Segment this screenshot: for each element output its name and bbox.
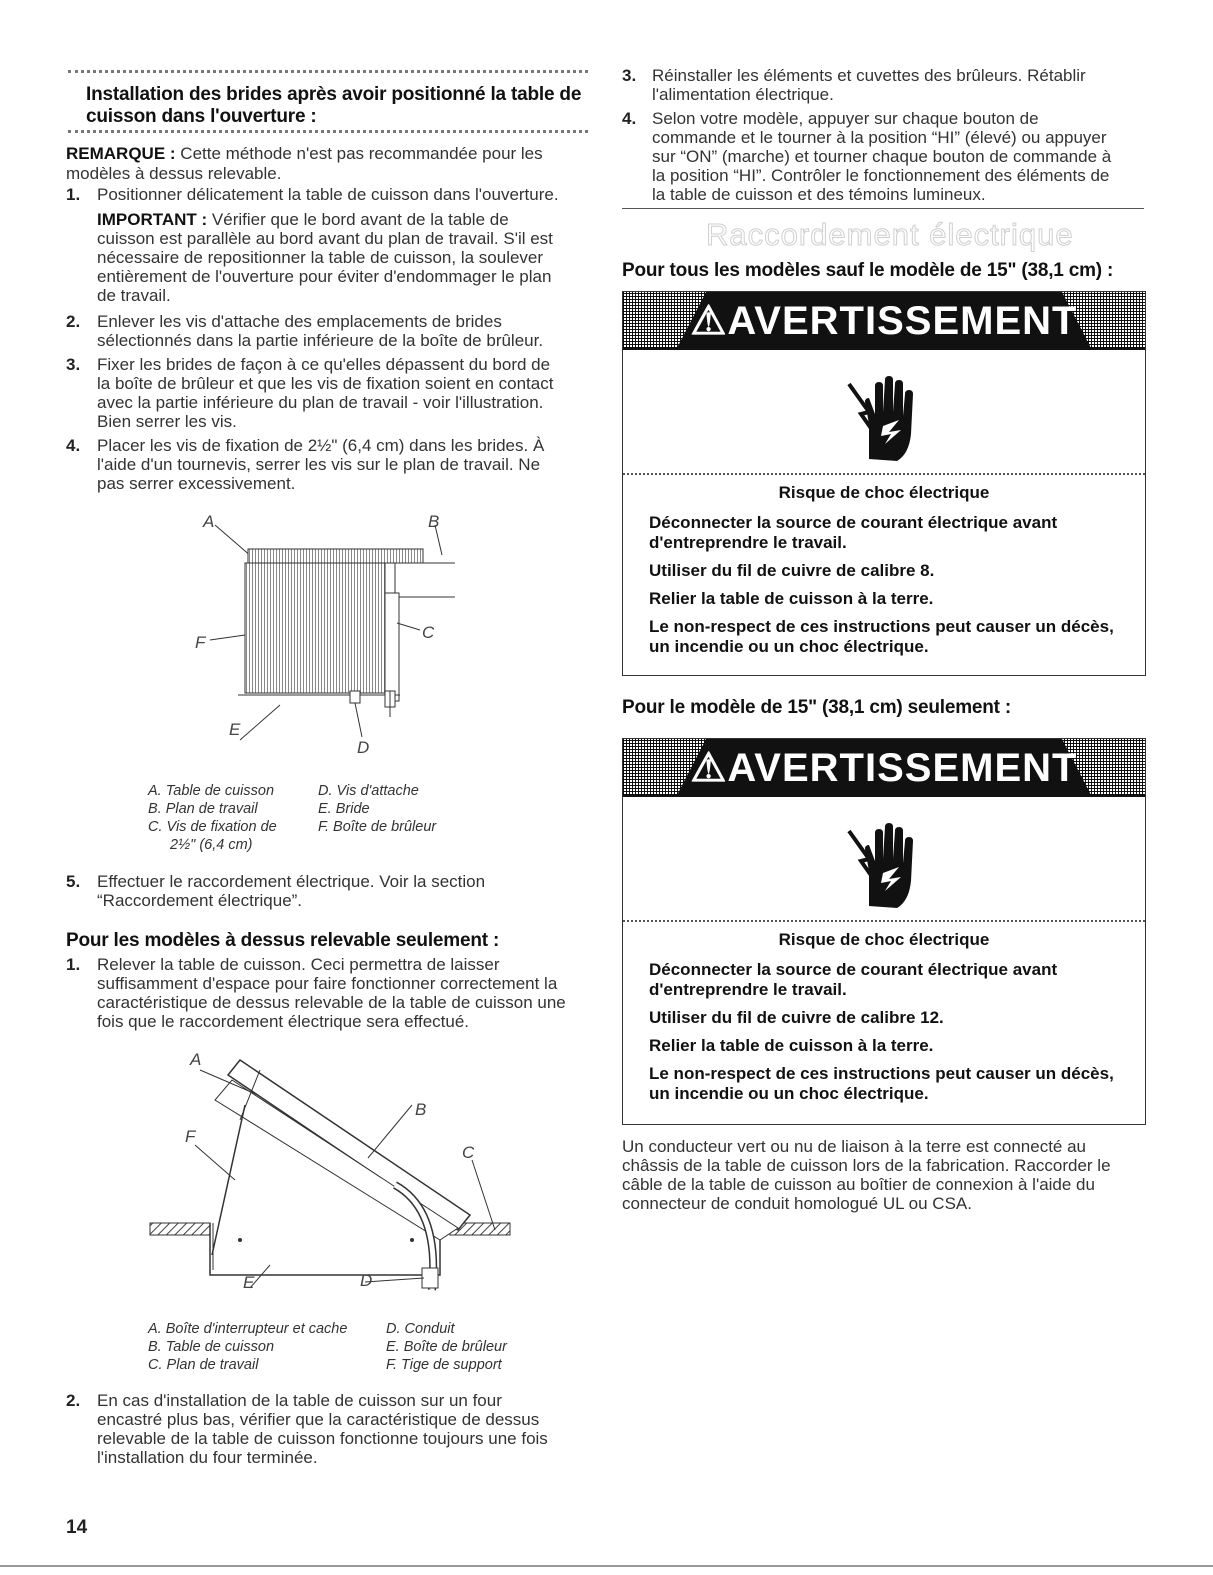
bracket-illustration	[180, 505, 480, 760]
caption: 2½" (6,4 cm)	[170, 837, 253, 853]
step-text: pas serrer excessivement.	[97, 474, 296, 493]
step-text: encastré plus bas, vérifier que la caractéristique de dessus	[97, 1410, 540, 1429]
caption: D. Vis d'attache	[318, 783, 419, 799]
warning-line: Relier la table de cuisson à la terre.	[649, 1036, 934, 1055]
step-number: 3.	[622, 66, 637, 85]
caption: A. Boîte d'interrupteur et cache	[148, 1321, 348, 1337]
figure-label: B	[415, 1100, 427, 1119]
warning-line: Déconnecter la source de courant électrique avant d'entreprendre le travail.	[649, 960, 1058, 999]
step-number: 4.	[66, 436, 81, 455]
caption: E. Boîte de brûleur	[386, 1339, 507, 1355]
page-number: 14	[66, 1517, 88, 1538]
step-text: sur “ON” (marche) et tourner chaque bouton de commande à	[652, 147, 1112, 166]
caption: B. Plan de travail	[148, 801, 258, 817]
important-line: de travail.	[97, 286, 171, 305]
paragraph-line: Un conducteur vert ou nu de liaison à la terre est connecté au	[622, 1137, 1087, 1156]
caption: D. Conduit	[386, 1321, 455, 1337]
subsection-title: Pour tous les modèles sauf le modèle de 15" (38,1 cm) :	[622, 260, 1114, 281]
caption: C. Plan de travail	[148, 1357, 259, 1373]
step-text: avec la partie inférieure du plan de travail - voir l'illustration.	[97, 393, 544, 412]
electric-shock-hand-icon	[623, 350, 1145, 475]
important-line: nécessaire de repositionner la table de cuisson, la soulever	[97, 248, 544, 267]
figure-label: A	[203, 512, 215, 531]
step-text: Enlever les vis d'attache des emplacements de brides	[97, 312, 502, 331]
step-text: la position “HI”. Contrôler le fonctionnement des éléments de	[652, 166, 1110, 185]
warning-line: Déconnecter la source de courant électrique avant d'entreprendre le travail.	[649, 513, 1058, 552]
step-text: Placer les vis de fixation de 2½" (6,4 cm) dans les brides. À	[97, 436, 545, 455]
remarque-line2: modèles à dessus relevable.	[66, 164, 282, 183]
warning-banner-text: ⚠AVERTISSEMENT	[690, 299, 1078, 343]
section-title-line1: Installation des brides après avoir positionné la table de	[86, 84, 582, 105]
step-text: Selon votre modèle, appuyer sur chaque bouton de	[652, 109, 1039, 128]
dotted-rule	[68, 130, 588, 133]
step-text: relevable de la table de cuisson fonctionne toujours une fois	[97, 1429, 548, 1448]
warning-line: Utiliser du fil de cuivre de calibre 8.	[649, 561, 935, 580]
warning-line: Le non-respect de ces instructions peut causer un décès, un incendie ou un choc électrique.	[649, 1064, 1114, 1103]
step-text: En cas d'installation de la table de cuisson sur un four	[97, 1391, 502, 1410]
important-line1: IMPORTANT : Vérifier que le bord avant de la table de	[97, 210, 509, 229]
step-text: Relever la table de cuisson. Ceci permettra de laisser	[97, 955, 500, 974]
warning-banner	[623, 292, 1145, 350]
caption: F. Boîte de brûleur	[318, 819, 437, 835]
figure-label: C	[422, 623, 435, 642]
step-text: Réinstaller les éléments et cuvettes des brûleurs. Rétablir	[652, 66, 1086, 85]
step-text: Bien serrer les vis.	[97, 412, 237, 431]
remarque-line1: REMARQUE : Cette méthode n'est pas recommandée pour les	[66, 144, 543, 163]
step-text: sélectionnés dans la partie inférieure de la boîte de brûleur.	[97, 331, 544, 350]
step-number: 3.	[66, 355, 81, 374]
step-text: caractéristique de dessus relevable de la table de cuisson une	[97, 993, 566, 1012]
lift-top-illustration	[140, 1040, 520, 1295]
important-line: entièrement de l'ouverture pour éviter d'endommager le plan	[97, 267, 552, 286]
warning-box	[622, 291, 1146, 676]
figure-label: A	[190, 1050, 202, 1069]
step-text: l'aide d'un tournevis, serrer les vis sur le plan de travail. Ne	[97, 455, 541, 474]
warning-box	[622, 738, 1146, 1125]
step-number: 4.	[622, 109, 637, 128]
section-title-line2: cuisson dans l'ouverture :	[86, 106, 317, 127]
figure-label: E	[229, 720, 241, 739]
step-text: Fixer les brides de façon à ce qu'elles dépassent du bord de	[97, 355, 551, 374]
step-text: Positionner délicatement la table de cuisson dans l'ouverture.	[97, 185, 559, 204]
section-heading: Raccordement électrique	[706, 217, 1074, 252]
figure-label: B	[428, 512, 440, 531]
caption: F. Tige de support	[386, 1357, 502, 1373]
step-text: fois que le raccordement électrique sera effectué.	[97, 1012, 470, 1031]
figure-label: E	[243, 1273, 255, 1292]
step-text: l'installation du four terminée.	[97, 1448, 318, 1467]
step-number: 2.	[66, 1391, 81, 1410]
caption: B. Table de cuisson	[148, 1339, 275, 1355]
paragraph-line: câble de la table de cuisson au boîtier de connexion à l'aide du	[622, 1175, 1095, 1194]
figure-label: D	[357, 738, 370, 757]
step-text: “Raccordement électrique”.	[97, 891, 303, 910]
section-divider	[622, 208, 1144, 209]
step-text: commande et le tourner à la position “HI” (élevé) ou appuyer	[652, 128, 1107, 147]
step-number: 2.	[66, 312, 81, 331]
paragraph-line: châssis de la table de cuisson lors de la fabrication. Raccorder le	[622, 1156, 1111, 1175]
step-number: 1.	[66, 185, 81, 204]
step-number: 5.	[66, 872, 81, 891]
warning-banner	[623, 739, 1145, 797]
step-text: l'alimentation électrique.	[652, 85, 834, 104]
caption: E. Bride	[318, 801, 370, 817]
step-text: Effectuer le raccordement électrique. Voir la section	[97, 872, 486, 891]
warning-risk: Risque de choc électrique	[778, 930, 990, 949]
section-title: Pour les modèles à dessus relevable seulement :	[66, 930, 500, 951]
caption: A. Table de cuisson	[148, 783, 275, 799]
figure-label: D	[360, 1271, 373, 1290]
step-text: suffisamment d'espace pour faire fonctionner correctement la	[97, 974, 558, 993]
figure-label: F	[195, 633, 206, 652]
step-text: la boîte de brûleur et que les vis de fixation soient en contact	[97, 374, 554, 393]
warning-line: Relier la table de cuisson à la terre.	[649, 589, 934, 608]
important-line: cuisson est parallèle au bord avant du plan de travail. S'il est	[97, 229, 553, 248]
warning-banner-text: ⚠AVERTISSEMENT	[690, 746, 1078, 790]
paragraph-line: connecteur de conduit homologué UL ou CSA.	[622, 1194, 972, 1213]
figure-label: F	[185, 1127, 196, 1146]
figure-label: C	[462, 1143, 475, 1162]
warning-risk: Risque de choc électrique	[778, 483, 990, 502]
warning-line: Utiliser du fil de cuivre de calibre 12.	[649, 1008, 944, 1027]
dotted-rule	[68, 70, 588, 73]
step-text: la table de cuisson et des témoins lumineux.	[652, 185, 986, 204]
step-number: 1.	[66, 955, 81, 974]
subsection-title: Pour le modèle de 15" (38,1 cm) seulement :	[622, 697, 1011, 718]
electric-shock-hand-icon	[623, 797, 1145, 922]
caption: C. Vis de fixation de	[148, 819, 277, 835]
bottom-edge	[0, 1565, 1213, 1567]
warning-line: Le non-respect de ces instructions peut causer un décès, un incendie ou un choc électrique.	[649, 617, 1114, 656]
